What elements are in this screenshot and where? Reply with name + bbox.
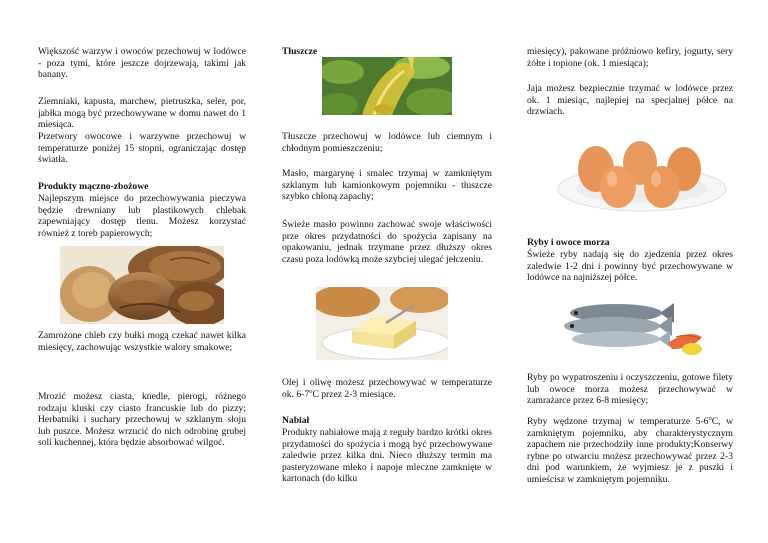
preserves-text: Przetwory owocowe i warzywne przechowuj w temperaturze poniżej 15 stopni, ograniczając dostęp światła. — [38, 131, 246, 165]
olive-oil-image — [322, 57, 452, 115]
section-title-fats: Tłuszcze — [282, 46, 318, 57]
fats-storage-text: Tłuszcze przechowuj w lodówce lub ciemnym i chłodnym pomieszczeniu; — [282, 131, 492, 154]
eggs-text: Jaja możesz bezpiecznie trzymać w lodówce przez ok. 1 miesiąc, najlepiej na specjalnej półce na drzwiach. — [527, 83, 733, 117]
section-title-grain-products: Produkty mączno-zbożowe — [38, 181, 149, 192]
degree-symbol: o — [309, 387, 313, 395]
oil-storage-text-main: Olej i oliwę możesz przechowywać w temperaturze ok. 6-7 — [282, 377, 492, 400]
eggs-image — [556, 135, 728, 213]
smoked-fish-text — [527, 416, 733, 485]
butter-container-text: Masło, margarynę i smalec trzymaj w zamkniętym szklanym lub kamionkowym pojemniku - tłuszcze szybko chłoną zapachy; — [282, 168, 492, 202]
section-title-dairy: Nabiał — [282, 415, 310, 426]
fresh-fish-text: Świeże ryby nadają się do zjedzenia przez okres zaledwie 1-2 dni i powinny być przechowywane w lodówce na najniższej półce. — [527, 249, 733, 283]
fish-image — [556, 291, 710, 357]
degree-symbol: o — [708, 414, 712, 422]
bread-storage-text: Najlepszym miejsce do przechowywania pieczywa będzie drewniany lub plastikowych chlebak zapewniający dostęp tlenu. Możesz korzystać również z toreb papierowych; — [38, 193, 246, 239]
dairy-text: Produkty nabiałowe mają z reguły bardzo krótki okres przydatności do spożycia i mogą być przechowywane zaledwie przez kilka dni. Nieco dłuższy termin ma pasteryzowane mleko i napoje mleczne zamknięte w kartonach (do kilku — [282, 427, 492, 484]
freezing-dough-text: Mrozić możesz ciasta, knedle, pierogi, różnego rodzaju kluski czy ciasto francuskie lub do pizzy; Herbatniki i suchary przechowuj w szklanym słoju lub puszce. Możesz wrzucić do nich odrobinę grubej soli kuchennej, która będzie absorbować wilgoć. — [38, 391, 246, 448]
frozen-bread-text: Zamrożone chleb czy bułki mogą czekać nawet kilka miesięcy, zachowując wszystkie walory smakowe; — [38, 330, 246, 353]
smoked-fish-text-end: C, w zamkniętym pojemniku, aby charakterystycznym zapachem nie przechodziły inne produkty;Konserwy rybne po otwarciu możesz przechowywać przez 2-3 dni pod warunkiem, że wyjmiesz je z puszki i umieścisz w zamkniętym pojemniku. — [527, 416, 734, 485]
bread-image — [60, 246, 224, 324]
root-vegetables-text: Ziemniaki, kapusta, marchew, pietruszka, seler, por, jabłka mogą być przechowywane w domu nawet do 1 miesiąca. — [38, 96, 246, 130]
dairy-continued-text: miesięcy), pakowane próżniowo kefiry, jogurty, sery żółte i topione (ok. 1 miesiąca); — [527, 46, 733, 69]
butter-image — [316, 287, 448, 360]
oil-storage-text — [282, 377, 492, 400]
fresh-butter-text: Świeże masło powinno zachować swoje właściwości prze okres przydatności do spożycia zapisany na opakowaniu, jednak trzymane przez dłuższy okres czasu poza lodówką może szybciej ulegać jełczeniu. — [282, 219, 492, 265]
vegetables-fridge-text: Większość warzyw i owoców przechowuj w lodówce - poza tymi, które jeszcze dojrzewają, takimi jak banany. — [38, 46, 246, 80]
section-title-fish-seafood: Ryby i owoce morza — [527, 237, 610, 248]
frozen-fish-text: Ryby po wypatroszeniu i oczyszczeniu, gotowe filety lub owoce morza możesz przechowywać w zamrażarce przez 6-8 miesięcy; — [527, 372, 733, 406]
smoked-fish-text-main: Ryby wędzone trzymaj w temperaturze 5-6 — [527, 416, 709, 427]
oil-storage-text-end: C przez 2-3 miesiące. — [312, 388, 396, 400]
